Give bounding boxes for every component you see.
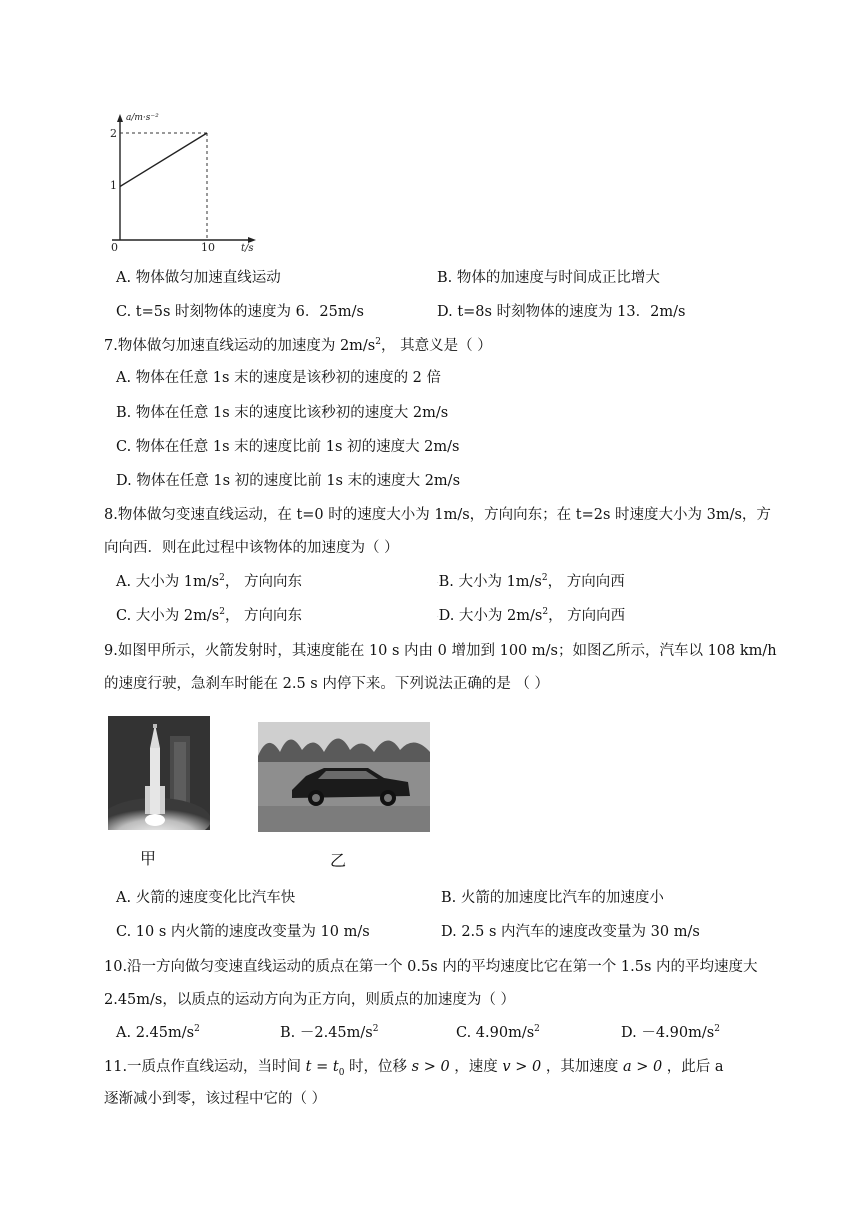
q9-option-d: D. 2.5 s 内汽车的速度改变量为 30 m/s: [441, 924, 700, 940]
y-tick-1: 1: [110, 179, 117, 192]
q8-stem-line-1: 8.物体做匀变速直线运动，在 t=0 时的速度大小为 1m/s，方向向东；在 t=2s 时速度大小为 3m/s，方: [104, 507, 771, 523]
acceleration-line: [120, 133, 207, 187]
q9-option-a: A. 火箭的速度变化比汽车快: [116, 890, 296, 906]
rocket-launch-photo: [108, 716, 210, 830]
q10-option-b: B. $-2.45m/s^2$: [280, 1024, 379, 1041]
q7-option-b: B. 物体在任意 1s 末的速度比该秒初的速度大 2m/s: [116, 405, 449, 421]
q6-option-b: B. 物体的加速度与时间成正比增大: [437, 270, 660, 286]
caption-jia: 甲: [140, 849, 157, 868]
q9-option-c: C. 10 s 内火箭的速度改变量为 10 m/s: [116, 924, 370, 940]
q9-option-b: B. 火箭的加速度比汽车的加速度小: [441, 890, 664, 906]
y-axis-arrow: [117, 114, 123, 122]
y-axis-label: a/m·s⁻²: [126, 113, 159, 123]
q11-stem-line-1: 11.一质点作直线运动，当时间 $t = t_0$ 时，位移 s > 0 ，速度 v > 0 ，其加速度 a > 0 ，此后 a: [104, 1059, 724, 1078]
q9-stem-line-2: 的速度行驶，急刹车时能在 2.5 s 内停下来。下列说法正确的是 （ ）: [104, 676, 550, 692]
q8-option-b: .B. 大小为 $1m/s^2$， 方向向西: [437, 573, 625, 590]
x-axis-label: t/s: [241, 243, 254, 254]
q7-option-d: D. 物体在任意 1s 初的速度比前 1s 末的速度大 2m/s: [116, 473, 461, 489]
y-tick-2: 2: [110, 127, 117, 140]
q8-stem-line-2: 向向西．则在此过程中该物体的加速度为（ ）: [104, 540, 399, 556]
q8-option-a: A. 大小为 $1m/s^2$， 方向向东: [116, 573, 302, 590]
caption-yi: 乙: [330, 851, 347, 870]
q7-stem: 7.物体做匀加速直线运动的加速度为 $2m/s^2$， 其意义是（ ）: [104, 337, 492, 354]
q8-option-c: C. 大小为 $2m/s^2$， 方向向东: [116, 607, 303, 624]
origin-label: 0: [111, 241, 118, 254]
q9-stem-line-1: 9.如图甲所示，火箭发射时，其速度能在 10 s 内由 0 增加到 100 m/s；如图乙所示，汽车以 108 km/h: [104, 643, 777, 659]
q6-option-d: D. t=8s 时刻物体的速度为 13．2m/s: [437, 304, 686, 320]
q8-option-d: .D. 大小为 $2m/s^2$， 方向向西: [437, 607, 626, 624]
car-photo: [258, 722, 430, 832]
acceleration-time-graph: [100, 108, 270, 258]
q7-option-c: C. 物体在任意 1s 末的速度比前 1s 初的速度大 2m/s: [116, 439, 460, 455]
q11-stem-line-2: 逐渐减小到零，该过程中它的（ ）: [104, 1091, 327, 1107]
q7-option-a: A. 物体在任意 1s 末的速度是该秒初的速度的 2 倍: [116, 370, 442, 386]
q10-stem-line-1: 10.沿一方向做匀变速直线运动的质点在第一个 0.5s 内的平均速度比它在第一个 1.5s 内的平均速度大: [104, 959, 758, 975]
x-tick-10: 10: [201, 241, 215, 254]
q10-stem-line-2: 2.45m/s，以质点的运动方向为正方向，则质点的加速度为（ ）: [104, 992, 515, 1008]
q10-option-c: C. $4.90m/s^2$: [456, 1024, 540, 1041]
q10-option-a: A. $2.45m/s^2$: [116, 1024, 200, 1041]
q10-option-d: D. $-4.90m/s^2$: [621, 1024, 720, 1041]
q6-option-a: A. 物体做匀加速直线运动: [116, 270, 281, 286]
q6-option-c: C. t=5s 时刻物体的速度为 6．25m/s: [116, 304, 364, 320]
